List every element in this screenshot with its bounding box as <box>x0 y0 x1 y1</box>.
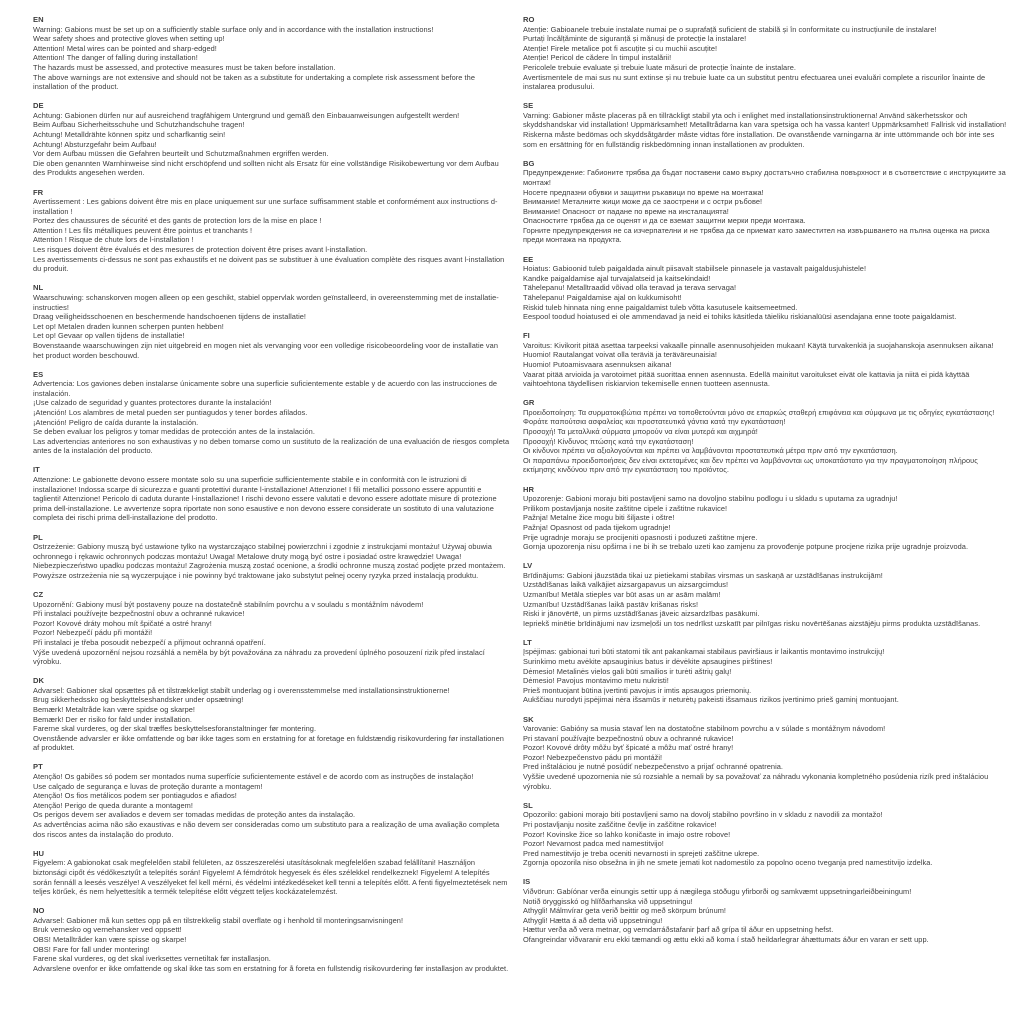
warning-line: Hættur verða að vera metnar, og verndarráðstafanir þarf að grípa til áður en uppsetning hefst. <box>523 925 834 935</box>
warning-line: Įspėjimas: gabionai turi būti statomi tik ant pakankamai stabilaus paviršiaus ir laikantis montavimo instrukcijų! <box>523 647 885 657</box>
language-section-lt <box>523 638 1010 705</box>
warning-line: Notið öryggisskó og hlífðarhanska við uppsetningu! <box>523 896 693 906</box>
warning-line: Figyelem: A gabionokat csak megfelelően stabil felületen, az összeszerelési utasításoknak megfelelően szabad felállítani! Használjon biztonsági cipőt és védőkesztyűt a telepítés során! Figyelem! A fémdrótok hegyesek és éles szélekkel rendelkeznek! Figyelem! A telepítés során fennáll a leesés veszélye! A veszélyeket fel kell mérni, és védelmi intézkedéseket kell tenni a telepítés előtt. A fenti figyelmeztetések nem teljes körűek, és nem helyettesítik a termék telepítése előtt végzett teljes kockázatelemzést. <box>33 858 508 897</box>
language-section-hu <box>33 849 510 897</box>
warning-line: Bemærk! Der er risiko for fald under installation. <box>33 714 192 724</box>
language-code-label: FR <box>33 187 44 197</box>
warning-line: Les risques doivent être évalués et des mesures de protection doivent être prises avant l-installation. <box>33 245 368 255</box>
warning-line: Aukščiau nurodyti įspėjimai nėra išsamūs ir neturėtų pakeisti išsamaus rizikos įvertinimo prieš gaminį montuojant. <box>523 695 899 705</box>
warning-line: Vyššie uvedené upozornenia nie sú rozsiahle a nemali by sa považovať za náhradu vykonania kompletného posúdenia rizík pred inštaláciou výrobku. <box>523 772 989 791</box>
warning-line: Varoitus: Kivikorit pitää asettaa tarpeeksi vakaalle pinnalle asennusohjeiden mukaan! Käytä turvakenkiä ja suojahanskoja asennuksen aikana! <box>523 340 994 350</box>
language-code-label: IT <box>33 465 40 475</box>
right-column <box>523 15 1010 1024</box>
warning-line: Purtați încălțăminte de siguranță și mănuși de protecție la instalare! <box>523 34 747 44</box>
warning-line: Pozor! Nevarnost padca med namestitvijo! <box>523 839 664 849</box>
warning-line: Pozor! Kovové dráty mohou mít špičaté a ostré hrany! <box>33 618 212 628</box>
language-section-es <box>33 370 510 456</box>
warning-line: Gornja upozorenja nisu opširna i ne bi ih se trebalo uzeti kao zamjenu za provođenje potpune procjene rizika prije ugradnje proizvoda. <box>523 542 969 552</box>
warning-line: Attention! Metal wires can be pointed and sharp-edged! <box>33 43 217 53</box>
warning-line: Wear safety shoes and protective gloves when setting up! <box>33 34 225 44</box>
warning-line: Tähelepanu! Paigaldamise ajal on kukkumisoht! <box>523 292 682 302</box>
warning-line: Atenție! Pericol de cădere în timpul instalării! <box>523 53 672 63</box>
language-section-is <box>523 877 1010 944</box>
warning-line: Advertencia: Los gaviones deben instalarse únicamente sobre una superficie suficientemente estable y de acuerdo con las instrucciones de instalación. <box>33 379 498 398</box>
warning-line: Предупреждение: Габионите трябва да бъдат поставени само върху достатъчно стабилна повърхност и в съответствие с инструкциите за монтаж! <box>523 168 1006 187</box>
language-code-label: FI <box>523 331 530 341</box>
warning-line: Os perigos devem ser avaliados e devem ser tomadas medidas de proteção antes da instalação. <box>33 810 356 820</box>
warning-line: Les avertissements ci-dessus ne sont pas exhaustifs et ne doivent pas se substituer à une évaluation complète des risques avant l-installation du produit. <box>33 254 505 274</box>
warning-line: Viðvörun: Gabíónar verða einungis settir upp á nægilega stöðugu yfirborði og samkvæmt uppsetningarleiðbeiningum! <box>523 887 912 896</box>
language-code-label: PL <box>33 532 43 542</box>
warning-line: Hoiatus: Gabioonid tuleb paigaldada ainult piisavalt stabiilsele pinnasele ja vastavalt paigaldusjuhistele! <box>523 264 867 274</box>
warning-line: ¡Use calzado de seguridad y guantes protectores durante la instalación! <box>33 398 272 408</box>
language-code-label: EN <box>33 15 44 24</box>
language-code-label: NO <box>33 906 45 916</box>
warning-line: Achtung: Gabionen dürfen nur auf ausreichend tragfähigem Untergrund und gemäß den Einbauanweisungen aufgestellt werden! <box>33 110 460 120</box>
language-section-no <box>33 906 510 973</box>
warning-line: Upozornění: Gabiony musí být postaveny pouze na dostatečně stabilním povrchu a v souladu s montážním návodem! <box>33 599 424 609</box>
warning-line: Při instalaci používejte bezpečnostní obuv a ochranné rukavice! <box>33 609 245 619</box>
warning-line: Pažnja! Metalne žice mogu biti šiljaste i oštre! <box>523 513 675 523</box>
warning-line: Bemærk! Metaltråde kan være spidse og skarpe! <box>33 705 196 714</box>
language-code-label: SL <box>523 800 533 810</box>
language-code-label: LV <box>523 561 533 571</box>
warning-line: Bovenstaande waarschuwingen zijn niet uitgebreid en mogen niet als vervanging voor een volledige risicobeoordeling voor de installatie van het product worden beschouwd. <box>33 340 498 360</box>
language-code-label: DE <box>33 101 44 111</box>
warning-line: Dėmesio! Metalinės vielos gali būti smailios ir turėti aštrių galų! <box>523 666 732 676</box>
warning-line: Iepriekš minētie brīdinājumi nav izsmeļoši un tos nedrīkst uzskatīt par pilnīgas risku novērtēšanas aizstājēju pirms produkta uzstādīšanas. <box>523 618 981 628</box>
language-section-sk <box>523 715 1010 792</box>
language-section-bg <box>523 159 1010 245</box>
warning-line: Brug sikkerhedssko og beskyttelseshandsker under opsætning! <box>33 695 244 705</box>
language-code-label: RO <box>523 15 535 24</box>
language-section-fr <box>33 188 510 274</box>
warning-line: Vor dem Aufbau müssen die Gefahren beurteilt und Schutzmaßnahmen ergriffen werden. <box>33 149 329 159</box>
language-code-label: BG <box>523 158 535 168</box>
warning-line: Pred namestitvijo je treba oceniti nevarnosti in sprejeti zaščitne ukrepe. <box>523 848 760 858</box>
warning-line: Huomio! Rautalangat voivat olla teräviä ja teräväreunaisia! <box>523 350 717 360</box>
warning-line: Горните предупреждения не са изчерпателни и не трябва да се приемат като заместител на извършването на пълна оценка на риска преди монтажа на продукта. <box>523 225 990 245</box>
warning-line: Οι κίνδυνοι πρέπει να αξιολογούνται και πρέπει να λαμβάνονται προστατευτικά μέτρα πριν από την εγκατάσταση. <box>523 446 898 456</box>
language-section-ro <box>523 15 1010 92</box>
warning-line: Let op! Metalen draden kunnen scherpen punten hebben! <box>33 321 224 331</box>
warning-line: Pozor! Kovové drôty môžu byť špicaté a môžu mať ostré hrany! <box>523 743 734 753</box>
warning-line: Ostrzeżenie: Gabiony muszą być ustawione tylko na wystarczająco stabilnej powierzchni i zgodnie z instrukcjami montażu! Używaj obuwia ochronnego i rękawic ochronnych podczas montażu! Uwaga! Metalowe druty mogą być ostre i posiadać ostre krawędzie! Uwaga! Niebezpieczeństwo upadku podczas montażu! Zagrożenia muszą zostać ocenione, a środki ochronne muszą zostać podjęte przed montażem. Powyższe ostrzeżenia nie są wyczerpujące i nie powinny być traktowane jako substytut pełnej oceny ryzyka przed instalacją produktu. <box>33 542 506 580</box>
language-section-se <box>523 101 1010 149</box>
language-code-label: PT <box>33 762 43 772</box>
warning-line: Brīdinājums: Gabioni jāuzstāda tikai uz pietiekami stabilas virsmas un saskaņā ar uzstādīšanas instrukcijām! <box>523 570 883 580</box>
language-code-label: SK <box>523 714 534 724</box>
warning-line: Prieš montuojant būtina įvertinti pavojus ir imtis apsaugos priemonių. <box>523 685 752 695</box>
warning-line: Uzmanību! Metāla stieples var būt asas un ar asām malām! <box>523 589 721 599</box>
warning-line: Φοράτε παπούτσια ασφαλείας και προστατευτικά γάντια κατά την εγκατάσταση! <box>523 417 786 427</box>
warning-line: ¡Atención! Peligro de caída durante la instalación. <box>33 417 199 427</box>
warning-line: Avertissement : Les gabions doivent être mis en place uniquement sur une surface suffisamment stable et conformément aux instructions d-installation ! <box>33 197 498 216</box>
warning-line: Při instalaci je třeba posoudit nebezpečí a přijmout ochranná opatření. <box>33 637 266 647</box>
language-code-label: NL <box>33 283 44 293</box>
warning-line: Носете предпазни обувки и защитни ръкавици по време на монтажа! <box>523 187 764 197</box>
warning-line: Huomio! Putoamisvaara asennuksen aikana! <box>523 360 672 369</box>
warning-line: Prije ugradnje moraju se procijeniti opasnosti i poduzeti zaštitne mjere. <box>523 532 758 542</box>
warning-line: Tähelepanu! Metalltraadid võivad olla teravad ja terava servaga! <box>523 283 737 293</box>
warning-line: Οι παραπάνω προειδοποιήσεις δεν είναι εκτεταμένες και δεν πρέπει να λαμβάνονται ως υποκατάστατο για την πραγματοποίηση πλήρους εκτίμησης κινδύνου πριν από την εγκατάσταση του προϊόντος. <box>523 455 978 475</box>
warning-line: Atenção! Os fios metálicos podem ser pontiagudos e afiados! <box>33 791 237 801</box>
warning-line: Achtung! Metalldrähte können spitz und scharfkantig sein! <box>33 130 226 140</box>
language-code-label: SE <box>523 101 534 111</box>
warning-line: Prilikom postavljanja nosite zaštitne cipele i zaštitne rukavice! <box>523 503 728 513</box>
warning-line: Use calçado de segurança e luvas de proteção durante a montagem! <box>33 781 263 791</box>
language-code-label: IS <box>523 877 531 887</box>
warning-line: Attention ! Risque de chute lors de l-installation ! <box>33 235 194 245</box>
warning-line: Attenzione: Le gabionette devono essere montate solo su una superficie sufficientemente stabile e in conformità con le istruzioni di installazione! Indossa scarpe di sicurezza e guanti protettivi durante l-installazione! Attenzione! I fili metallici possono essere appuntiti e taglienti! Attenzione! Pericolo di caduta durante l-installazione! I rischi devono essere valutati e devono essere adottate misure di protezione prima dell-installazione. Le avvertenze sopra riportate non sono esaustive e non devono essere considerate un sostituto di una valutazione completa dei rischi prima dell-installazione del prodotto. <box>33 475 497 523</box>
language-code-label: ES <box>33 369 44 379</box>
warning-line: Atenție: Gabioanele trebuie instalate numai pe o suprafață suficient de stabilă și în conformitate cu instrucțiunile de instalare! <box>523 24 937 34</box>
warning-line: ¡Atención! Los alambres de metal pueden ser puntiagudos y tener bordes afilados. <box>33 407 308 417</box>
warning-line: Attention! The danger of falling during installation! <box>33 53 198 63</box>
warning-line: Atenção! Perigo de queda durante a montagem! <box>33 800 193 810</box>
warning-line: Surinkimo metu avėkite apsauginius batus ir dėvėkite apsaugines pirštines! <box>523 657 773 667</box>
warning-line: Farene skal vurderes, og det skal iverksettes vernetiltak før installasjon. <box>33 954 271 964</box>
language-code-label: HR <box>523 484 534 494</box>
language-section-de <box>33 101 510 178</box>
warning-line: Opozorilo: gabioni morajo biti postavljeni samo na dovolj stabilno površino in v skladu z navodili za montažo! <box>523 810 883 820</box>
warning-line: Avertismentele de mai sus nu sunt extinse și nu trebuie luate ca un substitut pentru efectuarea unei evaluări complete a riscurilor înainte de instalarea produsului. <box>523 72 986 92</box>
warning-line: Pericolele trebuie evaluate și trebuie luate măsuri de protecție înainte de instalare. <box>523 62 796 72</box>
language-code-label: HU <box>33 848 44 858</box>
warning-line: Προειδοποίηση: Τα συρματοκιβώτια πρέπει να τοποθετούνται μόνο σε επαρκώς σταθερή επιφάνεια και σύμφωνα με τις οδηγίες εγκατάστασης! <box>523 407 995 417</box>
warning-line: Waarschuwing: schanskorven mogen alleen op een geschikt, stabiel oppervlak worden geïnstalleerd, in overeenstemming met de installatie-instructies! <box>33 292 499 312</box>
warning-line: Varning: Gabioner måste placeras på en tillräckligt stabil yta och i enlighet med installationsinstruktionerna! Använd säkerhetsskor och skyddshandskar vid installation! Uppmärksamhet! Metalltrådarna kan vara spetsiga och ha vassa kanter! Uppmärksamhet! Fallrisk vid installation! Riskerna måste bedömas och skyddsåtgärder måste vidtas före installation. De ovanstående varningarna är inte uttömmande och bör inte ses som en ersättning för en fullständig riskbedömning innan installationen av produkten. <box>523 110 1007 149</box>
left-column <box>33 15 510 1024</box>
warning-line: Bruk vernesko og vernehansker ved oppsett! <box>33 925 182 935</box>
warning-line: OBS! Fare for fall under montering! <box>33 944 150 954</box>
language-code-label: GR <box>523 398 535 408</box>
warning-line: Pred inštaláciou je nutné posúdiť nebezpečenstvo a prijať ochranné opatrenia. <box>523 762 784 772</box>
warning-line: Las advertencias anteriores no son exhaustivas y no deben tomarse como un sustituto de la realización de una evaluación de riesgos completa antes de la instalación del producto. <box>33 436 510 456</box>
warning-line: Warning: Gabions must be set up on a sufficiently stable surface only and in accordance with the installation instructions! <box>33 24 434 34</box>
warning-line: The hazards must be assessed, and protective measures must be taken before installation. <box>33 62 336 72</box>
warning-line: Die oben genannten Warnhinweise sind nicht erschöpfend und sollten nicht als Ersatz für eine vollständige Risikobewertung vor dem Aufbau des Produkts angesehen werden. <box>33 158 499 178</box>
warning-line: Portez des chaussures de sécurité et des gants de protection lors de la mise en place ! <box>33 216 322 226</box>
warning-line: Farerne skal vurderes, og der skal træffes beskyttelsesforanstaltninger før montering. <box>33 724 317 734</box>
warning-line: Athygli! Hætta á að detta við uppsetningu! <box>523 915 663 925</box>
warning-line: Внимание! Опасност от падане по време на инсталацията! <box>523 206 729 216</box>
language-code-label: DK <box>33 676 44 686</box>
warning-line: Riskid tuleb hinnata ning enne paigaldamist tuleb võtta kasutusele kaitsemeetmed. <box>523 302 798 312</box>
warning-line: Achtung! Absturzgefahr beim Aufbau! <box>33 139 157 149</box>
warning-line: As advertências acima não são exaustivas e não devem ser consideradas como um substituto para a realização de uma avaliação completa dos riscos antes da instalação do produto. <box>33 820 500 839</box>
language-code-label: CZ <box>33 589 44 599</box>
warning-line: Kandke paigaldamise ajal turvajalatseid ja kaitsekindaid! <box>523 273 711 283</box>
warning-line: Draag veiligheidsschoenen en beschermende handschoenen tijdens de installatie! <box>33 312 307 322</box>
language-section-fi <box>523 331 1010 389</box>
language-code-label: LT <box>523 637 532 647</box>
warning-line: Athygli! Málmvírar geta verið beittir og með skörpum brúnum! <box>523 906 727 916</box>
warning-line: Uzstādīšanas laikā valkājiet aizsargapavus un aizsargcimdus! <box>523 580 729 590</box>
warning-line: Eespool toodud hoiatused ei ole ammendavad ja neid ei tohiks käsitleda täieliku riskianalüüsi asendajana enne toote paigaldamist. <box>523 312 957 322</box>
warning-line: OBS! Metalltråder kan være spisse og skarpe! <box>33 934 187 944</box>
warning-line: Zgornja opozorila niso obsežna in jih ne smete jemati kot nadomestilo za popolno oceno tveganja pred namestitvijo izdelka. <box>523 858 933 868</box>
language-section-ee <box>523 255 1010 322</box>
warning-line: Let op! Gevaar op vallen tijdens de installatie! <box>33 331 185 341</box>
language-section-gr <box>523 398 1010 475</box>
warning-line: Pozor! Nebezpečí pádu při montáži! <box>33 628 153 638</box>
warning-line: Upozorenje: Gabioni moraju biti postavljeni samo na dovoljno stabilnu podlogu i u skladu s uputama za ugradnju! <box>523 494 898 504</box>
warning-line: Pozor! Kovinske žice so lahko koničaste in imajo ostre robove! <box>523 829 731 839</box>
warning-line: Advarsel: Gabioner må kun settes opp på en tilstrekkelig stabil overflate og i henhold til monteringsanvisningen! <box>33 915 404 925</box>
language-section-nl <box>33 283 510 360</box>
warning-line: Внимание! Металните жици може да се заострени и с остри ръбове! <box>523 197 763 207</box>
warning-line: Atenção! Os gabiões só podem ser montados numa superfície suficientemente estável e de acordo com as instruções de instalação! <box>33 772 474 782</box>
warning-line: Προσοχή! Κίνδυνος πτώσης κατά την εγκατάσταση! <box>523 436 694 446</box>
warning-line: Varovanie: Gabióny sa musia stavať len na dostatočne stabilnom povrchu a v súlade s montážnym návodom! <box>523 724 886 734</box>
warning-line: Uzmanību! Uzstādīšanas laikā pastāv krišanas risks! <box>523 599 699 609</box>
language-section-cz <box>33 590 510 667</box>
warning-line: Προσοχή! Τα μεταλλικά σύρματα μπορούν να είναι μυτερά και αιχμηρά! <box>523 427 758 437</box>
warning-line: Pozor! Nebezpečenstvo pádu pri montáži! <box>523 752 663 762</box>
warning-line: Pri stavaní používajte bezpečnostnú obuv a ochranné rukavice! <box>523 733 734 743</box>
warning-line: Riski ir jānovērtē, un pirms uzstādīšanas jāveic aizsardzības pasākumi. <box>523 609 760 619</box>
language-section-dk <box>33 676 510 753</box>
warning-line: Pažnja! Opasnost od pada tijekom ugradnje! <box>523 522 671 532</box>
warning-line: The above warnings are not extensive and should not be taken as a substitute for undertaking a complete risk assessment before the installation of the product. <box>33 72 475 92</box>
language-section-en <box>33 15 510 92</box>
warning-line: Beim Aufbau Sicherheitsschuhe und Schutzhandschuhe tragen! <box>33 120 245 130</box>
language-section-lv <box>523 561 1010 628</box>
warning-line: Vaarat pitää arvioida ja varotoimet pitää suorittaa ennen asennusta. Edellä mainitut varoitukset eivät ole kattavia ja niitä ei pidä käyttää vaihtoehtona täydellisen riskiarvion tekemiselle ennen tuotteen asennusta. <box>523 369 970 389</box>
warning-line: Attention ! Les fils métalliques peuvent être pointus et tranchants ! <box>33 225 253 235</box>
warning-line: Ofangreindar viðvaranir eru ekki tæmandi og ættu ekki að koma í stað heildarlegrar áhættumats áður en varan er sett upp. <box>523 934 929 944</box>
language-section-sl <box>523 801 1010 868</box>
language-section-it <box>33 465 510 523</box>
language-code-label: EE <box>523 254 534 264</box>
warning-line: Опасностите трябва да се оценят и да се вземат защитни мерки преди монтажа. <box>523 216 806 226</box>
warning-line: Dėmesio! Pavojus montavimo metu nukristi! <box>523 676 669 686</box>
language-section-pt <box>33 762 510 839</box>
warning-line: Advarsel: Gabioner skal opsættes på et tilstrækkeligt stabilt underlag og i overensstemmelse med installationsinstruktionerne! <box>33 685 450 695</box>
warning-line: Atenție! Firele metalice pot fi ascuțite și cu muchii ascuțite! <box>523 43 718 53</box>
language-section-pl <box>33 533 510 581</box>
language-section-hr <box>523 485 1010 552</box>
warning-line: Pri postavljanju nosite zaščitne čevlje in zaščitne rokavice! <box>523 819 717 829</box>
warning-line: Advarslene ovenfor er ikke omfattende og skal ikke tas som en erstatning for å foreta en fullstendig risikovurdering før installasjon av produktet. <box>33 963 509 973</box>
warning-line: Výše uvedená upozornění nejsou rozsáhlá a neměla by být považována za náhradu za provedení úplného posouzení rizik před instalací výrobku. <box>33 647 485 667</box>
warning-line: Ovenstående advarsler er ikke omfattende og bør ikke tages som en erstatning for at foretage en fuldstændig risikovurdering før installationen af produktet. <box>33 733 504 753</box>
warning-line: Se deben evaluar los peligros y tomar medidas de protección antes de la instalación. <box>33 427 315 437</box>
